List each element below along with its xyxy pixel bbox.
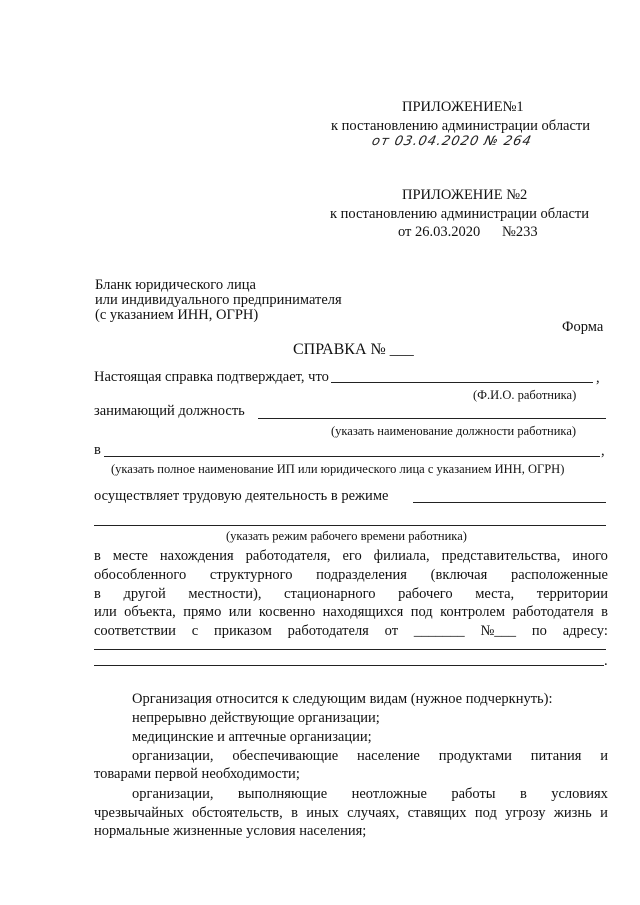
org-blank-line xyxy=(104,456,600,457)
word: соответствии xyxy=(94,623,176,639)
org-type-item-4-line-1 xyxy=(132,785,608,803)
word: условиях xyxy=(551,786,608,802)
mode-blank-line-2 xyxy=(94,525,606,526)
letterhead-line3: (с указанием ИНН, ОГРН) xyxy=(95,307,259,323)
word: местности), xyxy=(188,586,262,602)
word: структурного xyxy=(209,567,293,583)
mode-hint: (указать режим рабочего времени работника) xyxy=(226,529,467,543)
word: приказом xyxy=(214,623,272,639)
word: филиала, xyxy=(373,548,430,564)
word: с xyxy=(191,623,199,639)
word: работодателя xyxy=(287,623,369,639)
word: месте xyxy=(112,548,148,564)
word: расположенные xyxy=(510,567,608,583)
address-blank-line-1 xyxy=(94,649,606,650)
word: или xyxy=(94,604,117,620)
word: обстоятельств, xyxy=(192,805,283,821)
annex1-handwritten-date: от 03.04.2020 № 264 xyxy=(370,134,534,149)
word: в xyxy=(519,786,527,802)
paragraph-end-period: . xyxy=(604,653,608,669)
word: стационарного xyxy=(284,586,376,602)
word: обособленного xyxy=(94,567,187,583)
word: в xyxy=(601,604,608,620)
word: контролем xyxy=(440,604,506,620)
word: нахождения xyxy=(159,548,234,564)
word: в xyxy=(291,805,298,821)
word: и xyxy=(600,805,608,821)
word: в xyxy=(94,548,101,564)
letterhead-line2: или индивидуального предпринимателя xyxy=(95,292,342,308)
org-type-item-4-line-3: нормальные жизненные условия населения; xyxy=(94,823,367,839)
word: рабочего xyxy=(398,586,453,602)
word: №___ xyxy=(480,623,517,639)
word: по xyxy=(531,623,547,639)
fio-blank-line xyxy=(331,382,593,383)
paragraph-line-5 xyxy=(94,622,608,640)
position-blank-line xyxy=(258,418,606,419)
word: работы xyxy=(451,786,496,802)
position-label: занимающий должность xyxy=(94,403,245,419)
word: от xyxy=(384,623,399,639)
word: работодателя xyxy=(512,604,594,620)
word: ставящих xyxy=(407,805,467,821)
org-type-item-3-line-1 xyxy=(132,747,608,765)
word: продуктами xyxy=(438,748,512,764)
word: организации, xyxy=(132,748,214,764)
word: случаях, xyxy=(347,805,400,821)
org-types-intro: Организация относится к следующим видам (нужное подчеркнуть): xyxy=(132,691,553,707)
address-blank-line-2 xyxy=(94,665,604,666)
paragraph-line-4 xyxy=(94,603,608,621)
annex2-title: ПРИЛОЖЕНИЕ №2 xyxy=(402,187,528,203)
org-type-item-3-line-2: товарами первой необходимости; xyxy=(94,766,300,782)
word: его xyxy=(342,548,362,564)
annex1-subtitle: к постановлению администрации области xyxy=(331,118,591,134)
in-label: в xyxy=(94,442,101,458)
word: под xyxy=(474,805,497,821)
word: организации, xyxy=(132,786,214,802)
confirms-comma: , xyxy=(596,370,600,386)
word: неотложные xyxy=(351,786,427,802)
paragraph-line-3 xyxy=(94,585,608,603)
word: обеспечивающие xyxy=(232,748,339,764)
word: представительства, xyxy=(441,548,561,564)
word: под xyxy=(410,604,433,620)
mode-label: осуществляет трудовую деятельность в режиме xyxy=(94,488,389,504)
word: другой xyxy=(123,586,166,602)
word: питания xyxy=(530,748,582,764)
annex2-subtitle: к постановлению администрации области xyxy=(330,206,590,222)
org-type-item-1: непрерывно действующие организации; xyxy=(132,710,380,726)
org-hint: (указать полное наименование ИП или юридического лица с указанием ИНН, ОГРН) xyxy=(111,462,565,476)
word: и xyxy=(600,748,608,764)
word: угрозу xyxy=(505,805,546,821)
annex1-title: ПРИЛОЖЕНИЕ№1 xyxy=(402,99,524,115)
fio-hint: (Ф.И.О. работника) xyxy=(473,388,577,402)
in-comma: , xyxy=(601,443,605,459)
word: чрезвычайных xyxy=(94,805,184,821)
word: места, xyxy=(475,586,515,602)
word: жизнь xyxy=(553,805,592,821)
form-label: Форма xyxy=(562,319,604,335)
annex2-number: №233 xyxy=(502,224,538,240)
word: подразделения xyxy=(316,567,407,583)
word: _______ xyxy=(413,623,465,639)
word: в xyxy=(94,586,101,602)
word: (включая xyxy=(430,567,488,583)
position-hint: (указать наименование должности работника) xyxy=(331,424,577,438)
paragraph-line-2 xyxy=(94,566,608,584)
mode-blank-line-1 xyxy=(413,502,606,503)
word: прямо xyxy=(183,604,222,620)
word: иного xyxy=(572,548,608,564)
annex2-date: от 26.03.2020 xyxy=(398,224,481,240)
paragraph-line-1 xyxy=(94,547,608,565)
word: адресу: xyxy=(562,623,608,639)
word: работодателя, xyxy=(245,548,331,564)
org-type-item-2: медицинские и аптечные организации; xyxy=(132,729,372,745)
letterhead-line1: Бланк юридического лица xyxy=(95,277,256,293)
org-type-item-4-line-2 xyxy=(94,804,608,822)
word: объекта, xyxy=(124,604,176,620)
word: находящихся xyxy=(322,604,404,620)
document-title: СПРАВКА № ___ xyxy=(293,341,414,358)
word: косвенно xyxy=(258,604,316,620)
word: иных xyxy=(306,805,339,821)
word: или xyxy=(228,604,252,620)
word: выполняющие xyxy=(237,786,328,802)
confirms-label: Настоящая справка подтверждает, что xyxy=(94,369,329,385)
word: территории xyxy=(536,586,608,602)
word: население xyxy=(356,748,420,764)
